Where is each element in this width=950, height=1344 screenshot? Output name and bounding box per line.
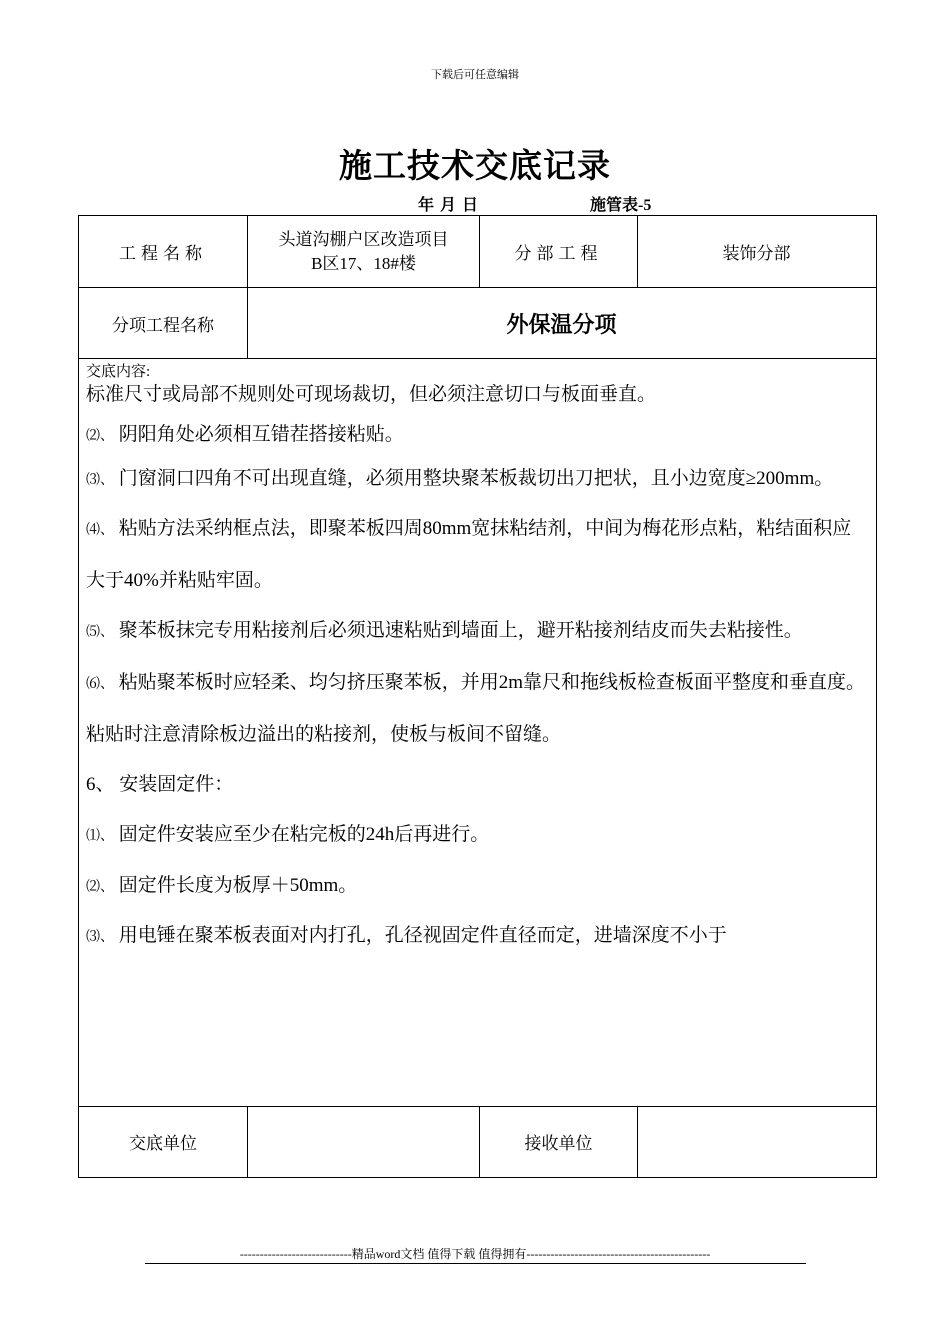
content-paragraph-1: 标准尺寸或局部不规则处可现场裁切，但必须注意切口与板面垂直。 xyxy=(86,384,657,405)
header-note: 下载后可任意编辑 xyxy=(431,69,519,81)
division-label: 分部工程 xyxy=(514,244,603,263)
project-name-label: 工程名称 xyxy=(119,244,207,263)
content-paragraph-4: ⑷、 粘贴方法采纳框点法，即聚苯板四周80mm宽抹粘结剂，中间为梅花形点粘，粘结面积应大于40%并粘贴牢固。 xyxy=(86,518,852,591)
receiver-unit-value[interactable] xyxy=(638,1107,875,1176)
project-name-line2: B区17、18#楼 xyxy=(311,253,416,273)
content-paragraph-8: ⑴、 固定件安装应至少在粘完板的24h后再进行。 xyxy=(86,824,490,845)
content-section xyxy=(86,362,868,962)
content-paragraph-6: ⑹、 粘贴聚苯板时应轻柔、均匀挤压聚苯板，并用2m靠尺和拖线板检查板面平整度和垂直度。粘贴时注意清除板边溢出的粘接剂，使板与板间不留缝。 xyxy=(86,672,866,745)
content-paragraph-7: 6、 安装固定件： xyxy=(86,774,234,795)
content-paragraph-5: ⑸、 聚苯板抹完专用粘接剂后必须迅速粘贴到墙面上，避开粘接剂结皮而失去粘接性。 xyxy=(86,620,803,641)
subitem-label: 分项工程名称 xyxy=(112,315,214,335)
handover-unit-label: 交底单位 xyxy=(129,1134,197,1153)
content-label: 交底内容: xyxy=(86,364,151,380)
subitem-value: 外保温分项 xyxy=(506,311,617,338)
form-code: 施管表-5 xyxy=(590,197,652,214)
division-value: 装饰分部 xyxy=(722,244,791,263)
receiver-unit-label: 接收单位 xyxy=(524,1134,593,1153)
content-paragraph-9: ⑵、 固定件长度为板厚＋50mm。 xyxy=(86,875,358,896)
row-divider-2 xyxy=(78,358,877,359)
date-line: 年 月 日 xyxy=(418,197,480,214)
footer-rule xyxy=(145,1263,806,1264)
content-paragraph-10: ⑶、 用电锤在聚苯板表面对内打孔，孔径视固定件直径而定，进墙深度不小于 xyxy=(86,925,727,946)
content-paragraph-2: ⑵、 阴阳角处必须相互错茬搭接粘贴。 xyxy=(86,424,404,445)
handover-unit-value[interactable] xyxy=(248,1107,479,1176)
content-paragraph-3: ⑶、 门窗洞口四角不可出现直缝，必须用整块聚苯板裁切出刀把状，且小边宽度≥200mm。 xyxy=(86,468,834,489)
project-name-value xyxy=(248,216,479,287)
footer-text: ----------------------------精品word文档 值得下载 值得拥有---------------------------------------------- xyxy=(239,1247,711,1261)
project-name-line1: 头道沟棚户区改造项目 xyxy=(278,229,449,249)
page-title: 施工技术交底记录 xyxy=(339,146,611,185)
